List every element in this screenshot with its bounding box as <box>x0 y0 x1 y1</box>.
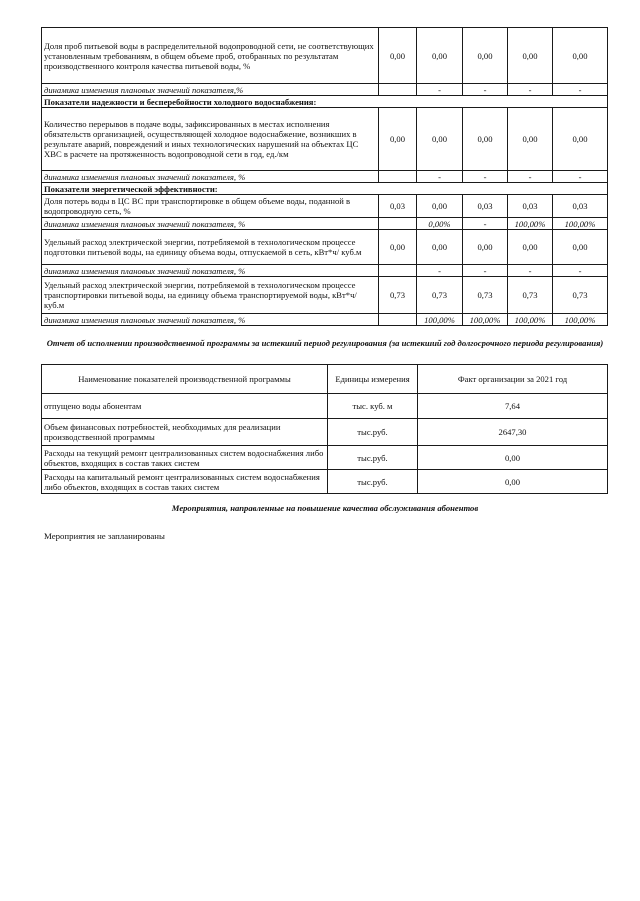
indicator-row <box>42 28 608 84</box>
header-name: Наименование показателей производственной программы <box>42 365 328 394</box>
indicator-value: 0,73 <box>508 277 553 314</box>
indicator-value: - <box>417 171 463 183</box>
indicator-value: 0,00 <box>417 108 463 171</box>
indicator-label: динамика изменения плановых значений показателя, % <box>42 218 379 230</box>
indicator-value: 100,00% <box>553 314 608 326</box>
table-row <box>42 394 608 419</box>
measures-note: Мероприятия не запланированы <box>44 531 165 541</box>
indicators-table-body <box>42 28 608 326</box>
indicator-label: динамика изменения плановых значений показателя, % <box>42 314 379 326</box>
row-fact: 2647,30 <box>418 419 608 446</box>
indicator-value: 0,00 <box>379 230 417 265</box>
table-row <box>42 419 608 446</box>
indicator-value: 100,00% <box>417 314 463 326</box>
indicator-value: 0,00% <box>417 218 463 230</box>
indicator-value: 0,00 <box>417 195 463 218</box>
row-name: отпущено воды абонентам <box>42 394 328 419</box>
row-name: Расходы на текущий ремонт централизованных систем водоснабжения либо объектов, входящих в состав таких систем <box>42 446 328 470</box>
indicator-value: 0,00 <box>417 230 463 265</box>
indicator-value: 0,73 <box>417 277 463 314</box>
row-unit: тыс.руб. <box>328 419 418 446</box>
dynamics-row <box>42 218 608 230</box>
indicator-value: 0,03 <box>379 195 417 218</box>
program-table-header-row <box>42 365 608 394</box>
indicator-value <box>379 84 417 96</box>
indicator-value: 0,00 <box>553 230 608 265</box>
indicator-value: 0,00 <box>417 28 463 84</box>
indicator-value: 0,00 <box>508 230 553 265</box>
indicator-value: 0,03 <box>553 195 608 218</box>
indicator-value: 0,00 <box>463 108 508 171</box>
indicator-value: 0,73 <box>553 277 608 314</box>
row-unit: тыс. куб. м <box>328 394 418 419</box>
header-fact: Факт организации за 2021 год <box>418 365 608 394</box>
indicator-value: - <box>508 265 553 277</box>
indicators-table <box>41 27 608 326</box>
indicator-value: 100,00% <box>508 314 553 326</box>
indicator-value: 100,00% <box>508 218 553 230</box>
row-fact: 0,00 <box>418 446 608 470</box>
indicator-value: 0,00 <box>463 230 508 265</box>
row-fact: 0,00 <box>418 470 608 494</box>
indicator-value <box>379 218 417 230</box>
indicator-value: - <box>553 84 608 96</box>
indicator-row <box>42 277 608 314</box>
indicator-value: 0,03 <box>508 195 553 218</box>
row-name: Расходы на капитальный ремонт централизованных систем водоснабжения либо объектов, входящих в состав таких систем <box>42 470 328 494</box>
indicator-value: - <box>553 171 608 183</box>
indicator-value: 0,03 <box>463 195 508 218</box>
row-unit: тыс.руб. <box>328 446 418 470</box>
indicator-value: 100,00% <box>463 314 508 326</box>
dynamics-row <box>42 314 608 326</box>
indicator-label: Количество перерывов в подаче воды, зафиксированных в местах исполнения обязательств организацией, осуществляющей холодное водоснабжение, возникших в результате аварий, повреждений и иных технологических нарушений на объектах ЦС ХВС в расчете на протяженность водопроводной сети в год, ед./км <box>42 108 379 171</box>
row-fact: 7,64 <box>418 394 608 419</box>
indicator-label: динамика изменения плановых значений показателя,% <box>42 84 379 96</box>
section-header: Показатели энергетической эффективности: <box>42 183 608 195</box>
section-header: Показатели надежности и бесперебойности холодного водоснабжения: <box>42 96 608 108</box>
section-header-row <box>42 183 608 195</box>
indicator-label: динамика изменения плановых значений показателя, % <box>42 171 379 183</box>
table-row <box>42 446 608 470</box>
indicator-value <box>379 171 417 183</box>
indicator-value: - <box>463 84 508 96</box>
measures-title: Мероприятия, направленные на повышение качества обслуживания абонентов <box>171 503 479 513</box>
dynamics-row <box>42 171 608 183</box>
indicator-value: 0,00 <box>508 108 553 171</box>
table-row <box>42 470 608 494</box>
indicator-value <box>379 265 417 277</box>
indicator-value: - <box>553 265 608 277</box>
indicator-value: 0,00 <box>463 28 508 84</box>
indicator-label: Доля проб питьевой воды в распределительной водопроводной сети, не соответствующих установленным требованиям, в общем объеме проб, отобранных по результатам производственного контроля качества питьевой воды, % <box>42 28 379 84</box>
indicator-value: 0,00 <box>553 28 608 84</box>
indicator-value: - <box>463 218 508 230</box>
indicator-value: - <box>508 84 553 96</box>
indicator-label: Доля потерь воды в ЦС ВС при транспортировке в общем объеме воды, поданной в водопроводную сеть, % <box>42 195 379 218</box>
indicator-row <box>42 230 608 265</box>
indicator-value: 0,00 <box>379 108 417 171</box>
indicator-value: 0,00 <box>553 108 608 171</box>
dynamics-row <box>42 265 608 277</box>
indicator-row <box>42 108 608 171</box>
indicator-row <box>42 195 608 218</box>
indicator-value: - <box>508 171 553 183</box>
indicator-value: 0,73 <box>379 277 417 314</box>
indicator-value: - <box>417 265 463 277</box>
row-name: Объем финансовых потребностей, необходимых для реализации производственной программы <box>42 419 328 446</box>
indicator-value: 100,00% <box>553 218 608 230</box>
indicator-value: 0,73 <box>463 277 508 314</box>
indicator-value: 0,00 <box>508 28 553 84</box>
row-unit: тыс.руб. <box>328 470 418 494</box>
program-table <box>41 364 608 494</box>
indicator-value <box>379 314 417 326</box>
indicator-label: динамика изменения плановых значений показателя, % <box>42 265 379 277</box>
indicator-label: Удельный расход электрической энергии, потребляемой в технологическом процессе подготовки питьевой воды, на единицу объема воды, отпускаемой в сеть, кВт*ч/ куб.м <box>42 230 379 265</box>
header-unit: Единицы измерения <box>328 365 418 394</box>
indicator-value: - <box>417 84 463 96</box>
indicator-value: 0,00 <box>379 28 417 84</box>
section-header-row <box>42 96 608 108</box>
indicator-label: Удельный расход электрической энергии, потребляемой в технологическом процессе транспортировки питьевой воды, на единицу объема транспортируемой воды, кВт*ч/ куб.м <box>42 277 379 314</box>
indicator-value: - <box>463 265 508 277</box>
dynamics-row <box>42 84 608 96</box>
report-title: Отчет об исполнении производственной программы за истекший период регулирования (за истекший год долгосрочного периода регулирования) <box>46 338 604 348</box>
indicator-value: - <box>463 171 508 183</box>
